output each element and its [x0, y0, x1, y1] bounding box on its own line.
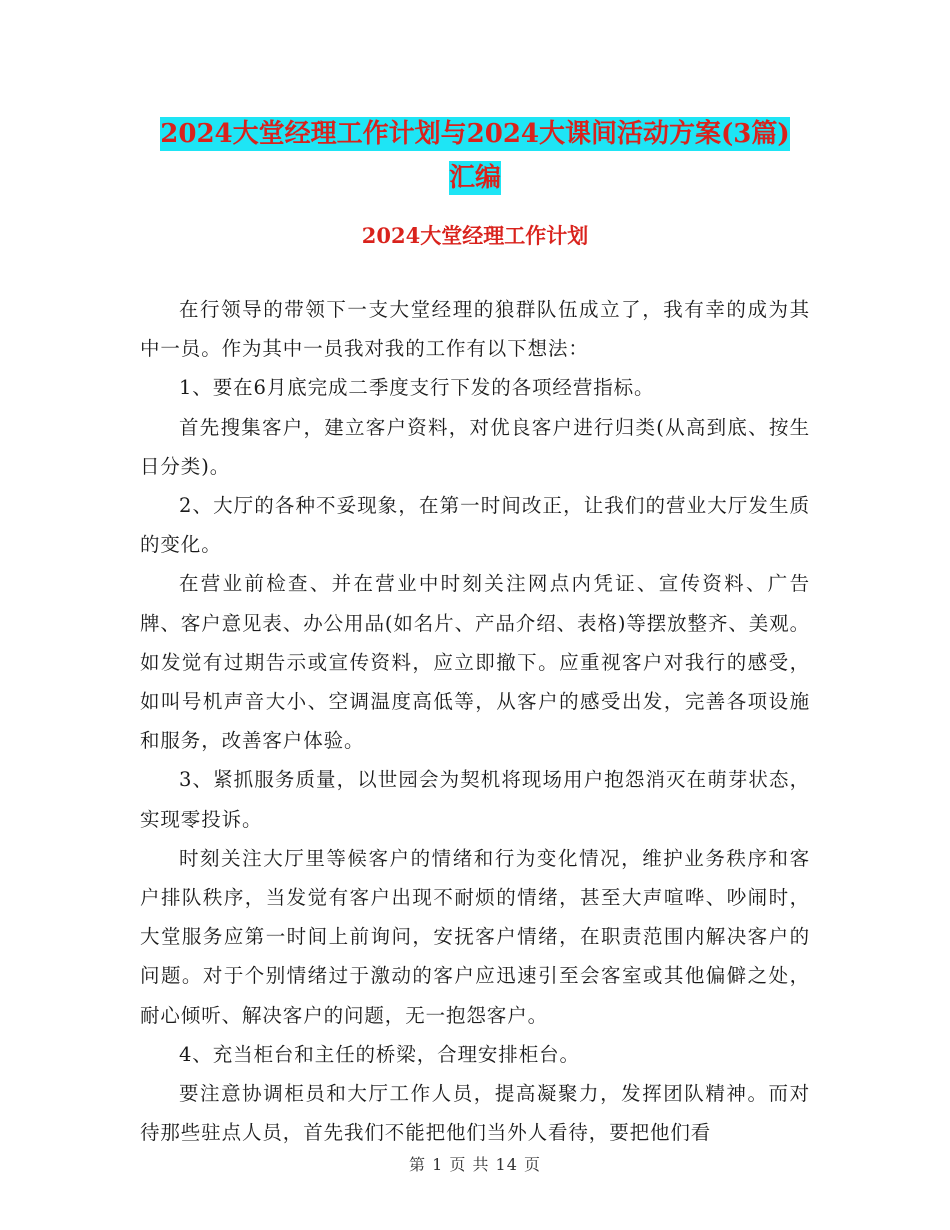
paragraph: 在行领导的带领下一支大堂经理的狼群队伍成立了，我有幸的成为其中一员。作为其中一员我对我的工作有以下想法：: [140, 298, 810, 361]
document-title-line1: 2024大堂经理工作计划与2024大课间活动方案(3篇): [160, 119, 790, 149]
paragraph: 在营业前检查、并在营业中时刻关注网点内凭证、宣传资料、广告牌、客户意见表、办公用品(如名片、产品介绍、表格)等摆放整齐、美观。如发觉有过期告示或宣传资料，应立即撤下。应重视客户对我行的感受，如叫号机声音大小、空调温度高低等，从客户的感受出发，完善各项设施和服务，改善客户体验。: [140, 572, 810, 753]
document-title-line2: 汇编: [448, 163, 501, 193]
paragraph: 时刻关注大厅里等候客户的情绪和行为变化情况，维护业务秩序和客户排队秩序，当发觉有客户出现不耐烦的情绪，甚至大声喧哗、吵闹时，大堂服务应第一时间上前询问，安抚客户情绪，在职责范围内解决客户的问题。对于个别情绪过于激动的客户应迅速引至会客室或其他偏僻之处，耐心倾听、解决客户的问题，无一抱怨客户。: [140, 846, 810, 1027]
page-footer: 第 1 页 共 14 页: [409, 1155, 541, 1174]
paragraph: 要注意协调柜员和大厅工作人员，提高凝聚力，发挥团队精神。而对待那些驻点人员，首先我们不能把他们当外人看待，要把他们看: [140, 1082, 810, 1145]
paragraph: 4、充当柜台和主任的桥梁，合理安排柜台。: [179, 1042, 580, 1066]
paragraph: 3、紧抓服务质量，以世园会为契机将现场用户抱怨消灭在萌芽状态，实现零投诉。: [140, 768, 810, 831]
paragraph: 首先搜集客户，建立客户资料，对优良客户进行归类(从高到底、按生日分类)。: [140, 415, 810, 478]
document-title: [140, 112, 810, 200]
paragraph: 2、大厅的各种不妥现象，在第一时间改正，让我们的营业大厅发生质的变化。: [140, 494, 810, 557]
section-title: 2024大堂经理工作计划: [361, 223, 589, 248]
paragraph: 1、要在6月底完成二季度支行下发的各项经营指标。: [179, 376, 655, 400]
document-body: [140, 290, 810, 1152]
